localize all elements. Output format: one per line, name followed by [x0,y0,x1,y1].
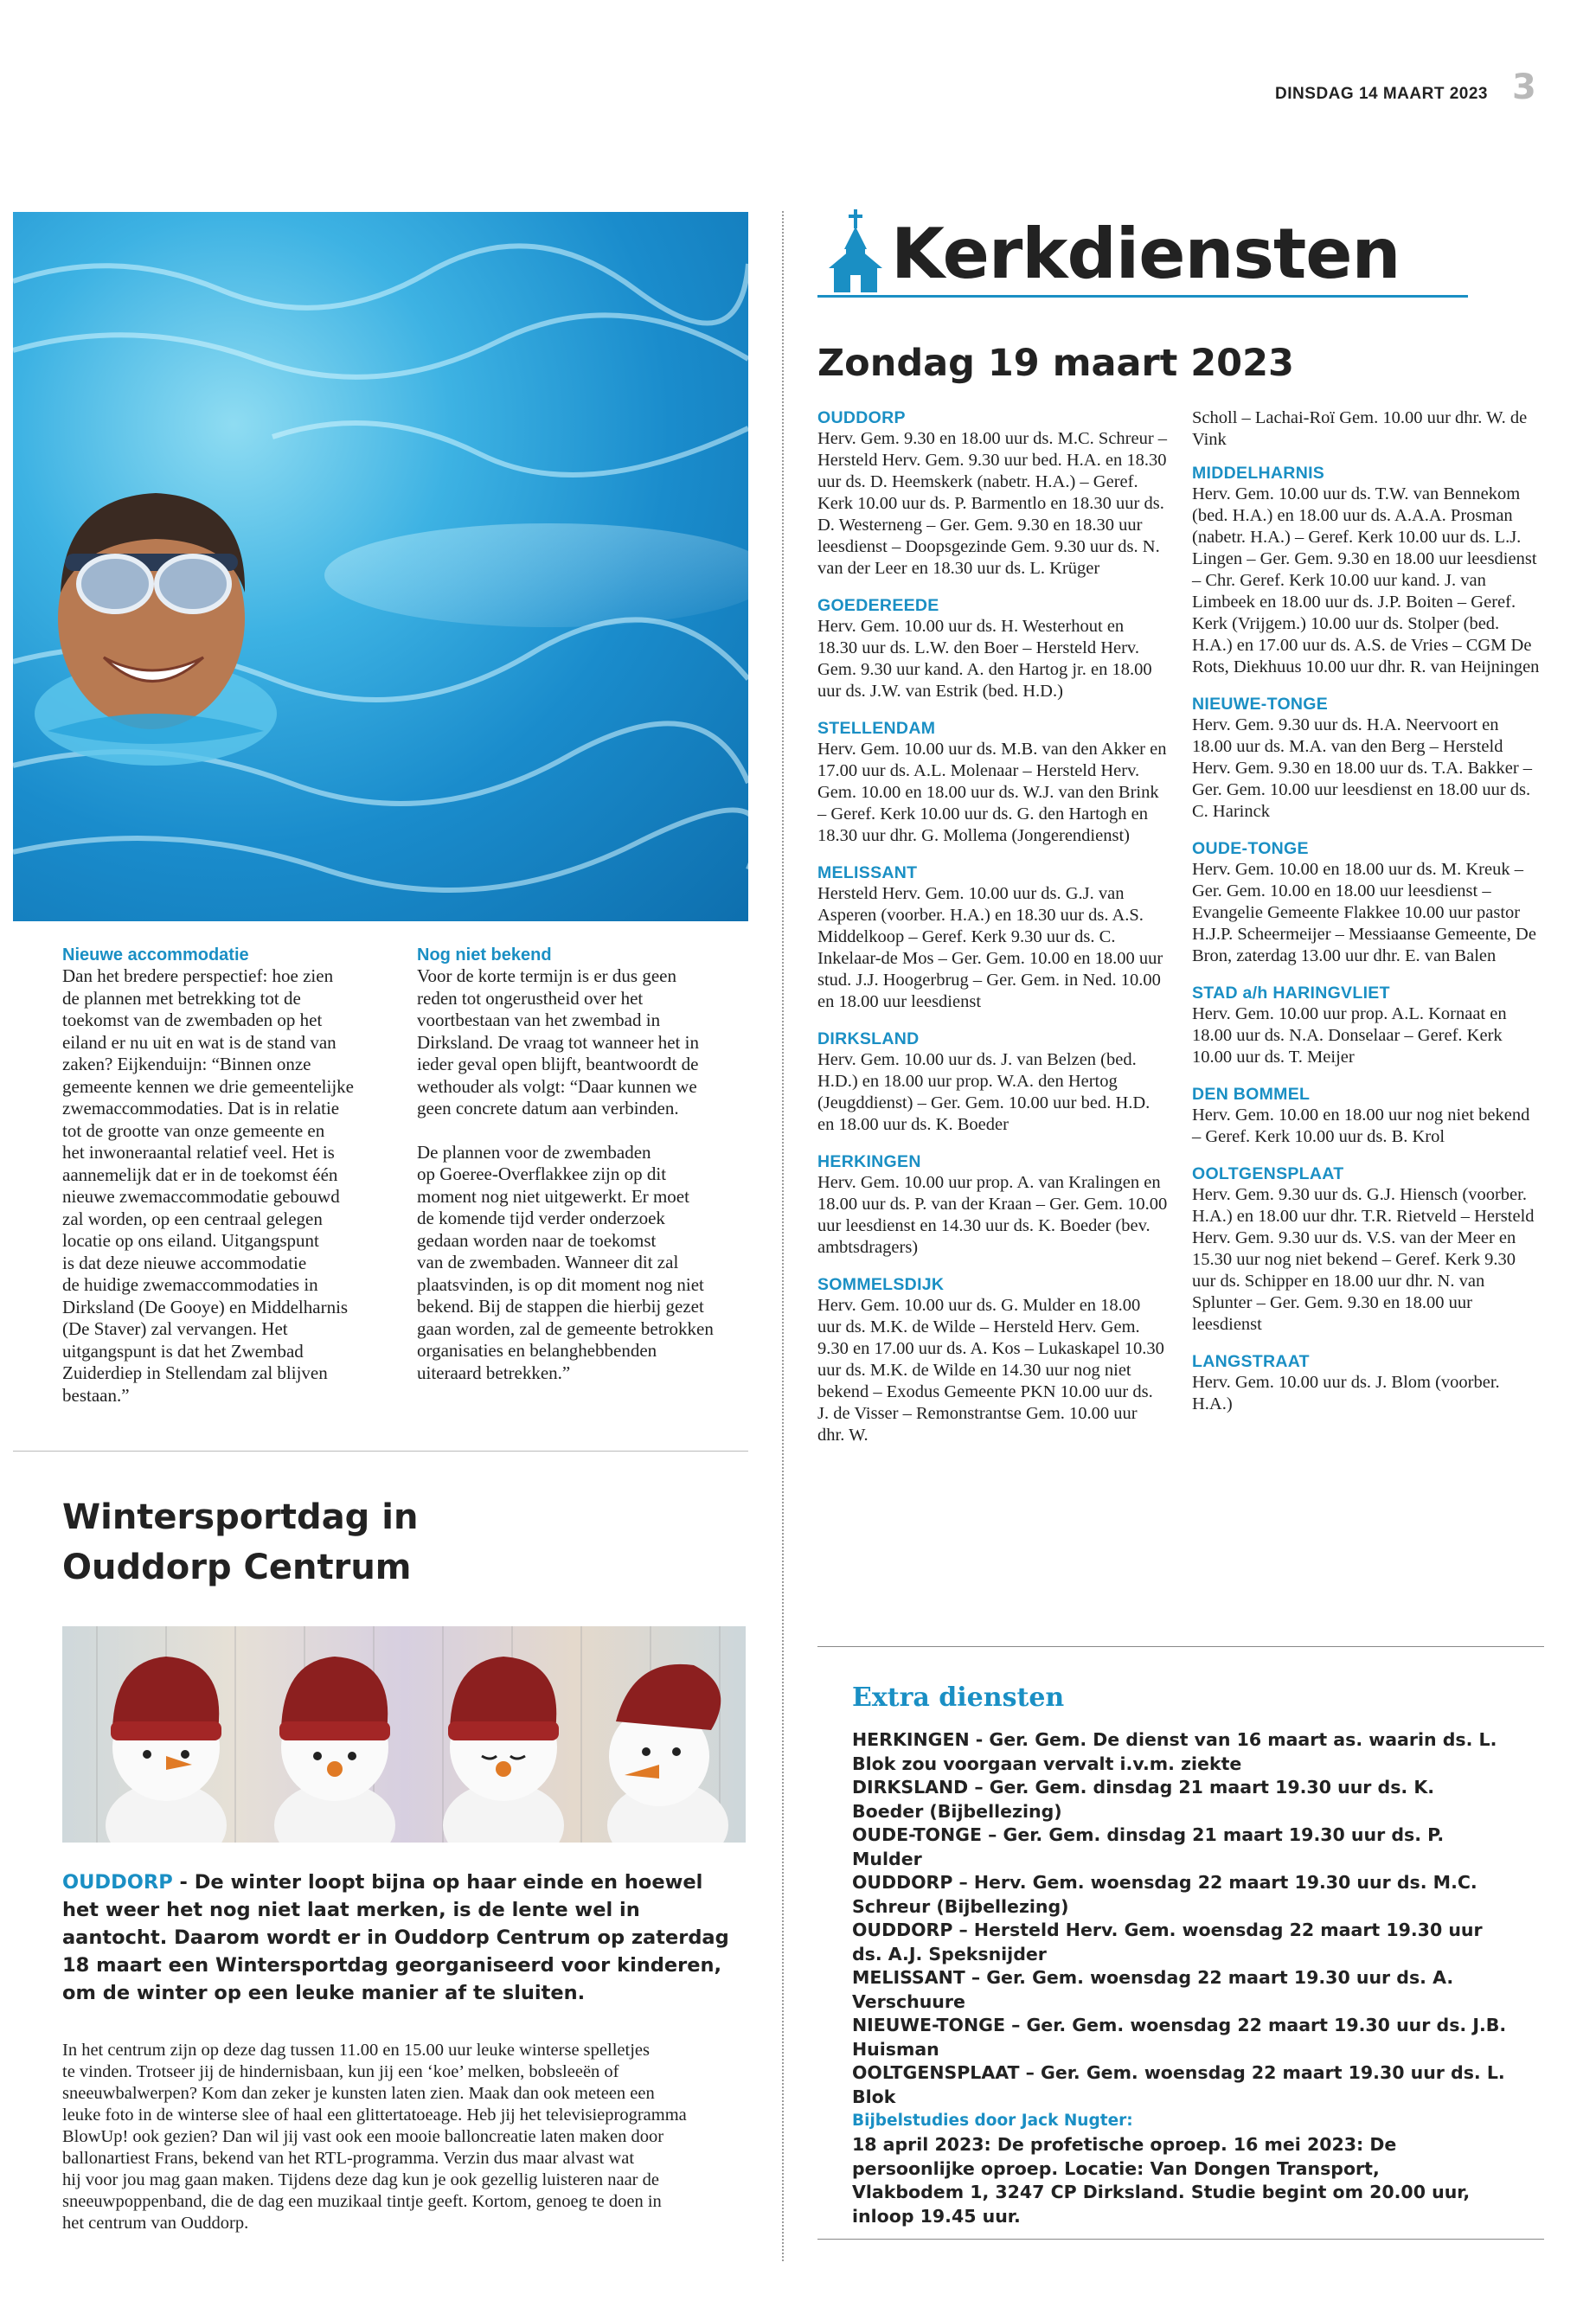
lead-place: OUDDORP [62,1871,173,1894]
subheading-new-accommodation: Nieuwe accommodatie [62,945,249,965]
place-herkingen: HERKINGEN [817,1152,921,1171]
paragraph-accommodation: Dan het bredere perspectief: hoe zien de plannen met betrekking tot de toekomst van de zwembaden op het eiland er nu uit en wat is de stand van zaken? Eijkenduijn: “Binnen onze gemeente kennen we drie gemeentelijke zwemaccommodaties. Dat is in relatie tot de grootte van onze gemeente en het inwoneraantal relatief veel. Het is aannemelijk dat er in de toekomst één nieuwe zwemaccommodatie gebouwd zal worden, op een centraal gelegen locatie op ons eiland. Uitgangspunt is dat deze nieuwe accommodatie de huidige zwemaccommodaties in Dirksland (De Gooye) en Middelharnis (De Staver) zal vervangen. Het uitgangspunt is dat het Zwembad Zuiderdiep in Stellendam zal blijven bestaan.” [62,965,355,1406]
services-sommelsdijk: Herv. Gem. 10.00 uur ds. G. Mulder en 18.00 uur ds. M.K. de Wilde – Hersteld Herv. Gem. 9.30 en 17.00 uur ds. A. Kos – Lukaskapel 10.30 uur ds. M.K. de Wilde en 14.30 uur nog niet bekend – Exodus Gemeente PKN 10.00 uur ds. J. de Visser – Remonstrantse Gem. 10.00 uur dhr. W. [817,1296,1164,1445]
services-column-2 [1192,407,1542,1431]
place-langstraat: LANGSTRAAT [1192,1352,1310,1371]
title-line-2: Ouddorp Centrum [62,1548,412,1587]
extra-service-item: OUDDORP – Herv. Gem. woensdag 22 maart 19.30 uur ds. M.C. Schreur (Bijbellezing) [852,1872,1477,1917]
paragraph-plans: De plannen voor de zwembaden op Goeree-Overflakkee zijn op dit moment nog niet uitgewerkt. Er moet de komende tijd verder onderzoek gedaan worden naar de toekomst van de zwembaden. Wanneer dit zal plaatsvinden, is op dit moment nog niet bekend. Bij de stappen die hierbij gezet gaan worden, zal de gemeente betrokken organisaties en belanghebbenden uiteraard betrekken.” [417,1141,714,1383]
bible-studies-heading: Bijbelstudies door Jack Nugter: [852,2112,1133,2130]
title-line-1: Wintersportdag in [62,1497,419,1537]
services-herkingen: Herv. Gem. 10.00 uur prop. A. van Kralingen en 18.00 uur ds. P. van der Kraan – Ger. Gem. 10.00 uur leesdienst en 14.30 uur ds. K. Boeder (bev. ambtsdragers) [817,1173,1168,1257]
child-swimming-photo [13,212,748,921]
extra-section-divider-bottom [817,2239,1544,2240]
services-goedereede: Herv. Gem. 10.00 uur ds. H. Westerhout en 18.30 uur ds. L.W. den Boer – Hersteld Herv. Gem. 9.30 uur kand. A. den Hartog jr. en 18.00 uur ds. J.W. van Estrik (bed. H.D.) [817,617,1152,701]
article-title-wintersportdag [62,1492,581,1593]
article-column-not-known [417,945,754,1384]
place-middelharnis: MIDDELHARNIS [1192,464,1325,483]
bible-studies-text: 18 april 2023: De profetische oproep. 16 mei 2023: De persoonlijke oproep. Locatie: Van Dongen Transport, Vlakbodem 1, 3247 CP Dirksland. Studie begint om 20.00 uur, inloop 19.45 uur. [852,2134,1471,2227]
snowman-2 [274,1657,395,1843]
snowman-1 [106,1657,227,1843]
article-column-accommodation [62,945,391,1407]
services-stellendam: Herv. Gem. 10.00 uur ds. M.B. van den Akker en 17.00 uur ds. A.L. Molenaar – Hersteld Herv. Gem. 10.00 en 18.00 uur ds. W.J. van den Brink – Geref. Kerk 10.00 uur ds. G. den Hartogh en 18.30 uur dhr. G. Mollema (Jongerendienst) [817,740,1167,845]
snowmen-illustration [62,1626,746,1843]
article-lead-wintersportdag [62,1868,746,2007]
extra-service-item: OOLTGENSPLAAT – Ger. Gem. woensdag 22 maart 19.30 uur ds. L. Blok [852,2062,1505,2107]
page-number: 3 [1512,67,1536,107]
services-dirksland: Herv. Gem. 10.00 uur ds. J. van Belzen (bed. H.D.) en 18.00 uur prop. W.A. den Hertog (Jeugddienst) – Ger. Gem. 10.00 uur bed. H.D. en 18.00 uur ds. K. Boeder [817,1050,1151,1134]
extra-service-item: DIRKSLAND – Ger. Gem. dinsdag 21 maart 19.30 uur ds. K. Boeder (Bijbellezing) [852,1777,1435,1822]
place-nieuwe-tonge: NIEUWE-TONGE [1192,695,1329,714]
place-sommelsdijk: SOMMELSDIJK [817,1275,945,1294]
article-body-wintersportdag: In het centrum zijn op deze dag tussen 11.00 en 15.00 uur leuke winterse spelletjes te vinden. Trotseer jij de hindernisbaan, kun jij een ‘koe’ melken, bobsleeën of sneeuwbalwerpen? Kom dan zeker je kunsten laten zien. Maak dan ook meteen een leuke foto in de winterse slee of haal een glittertatoeage. Heb jij het televisieprogramma BlowUp! ook gezien? Dan wil jij vast ook een mooie balloncreatie laten maken door ballonartiest Frans, bekend van het RTL-programma. Verzin dus maar alvast wat hij voor jou mag gaan maken. Tijdens deze dag kun je ook gezellig luisteren naar de sneeuwpoppenband, die de dag een muzikaal tintje geeft. Kortom, genoeg te doen in het centrum van Ouddorp. [62,2041,687,2233]
lead-text: - De winter loopt bijna op haar einde en hoewel het weer het nog niet laat merken, is de lente wel in aantocht. Daarom wordt er in Ouddorp Centrum op zaterdag 18 maart een Wintersportdag georganiseerd voor kinderen, om de winter op een leuke manier af te sluiten. [62,1871,729,2004]
services-sommelsdijk-continued: Scholl – Lachai-Roï Gem. 10.00 uur dhr. W. de Vink [1192,408,1528,449]
services-stad-aan-het-haringvliet: Herv. Gem. 10.00 uur prop. A.L. Kornaat en 18.00 uur ds. N.A. Donselaar – Geref. Kerk 10.00 uur ds. T. Meijer [1192,1004,1507,1067]
church-icon [829,208,882,294]
place-ooltgensplaat: OOLTGENSPLAAT [1192,1164,1344,1183]
column-divider [782,211,784,2261]
services-ooltgensplaat: Herv. Gem. 9.30 uur ds. G.J. Hiensch (voorber. H.A.) en 18.00 uur dhr. T.R. Rietveld – Hersteld Herv. Gem. 9.30 uur ds. V.S. van der Meer en 15.30 uur nog niet bekend – Geref. Kerk 9.30 uur ds. Schipper en 18.00 uur dhr. N. van Splunter – Ger. Gem. 9.30 en 18.00 uur leesdienst [1192,1185,1535,1334]
place-ouddorp: OUDDORP [817,408,906,427]
extra-service-item: MELISSANT – Ger. Gem. woensdag 22 maart 19.30 uur ds. A. Verschuure [852,1967,1454,2012]
extra-section-divider-top [817,1646,1544,1647]
extra-services-title: Extra diensten [852,1682,1065,1713]
extra-service-item: NIEUWE-TONGE – Ger. Gem. woensdag 22 maart 19.30 uur ds. J.B. Huisman [852,2015,1507,2060]
paragraph-short-term: Voor de korte termijn is er dus geen reden tot ongerustheid over het voortbestaan van het zwembad in Dirksland. De vraag tot wanneer het in ieder geval open blijft, beantwoordt de wethouder als volgt: “Daar kunnen we geen concrete datum aan verbinden. [417,965,699,1118]
section-divider [13,1451,748,1452]
sunday-date-heading: Zondag 19 maart 2023 [817,342,1294,385]
header-date: DINSDAG 14 MAART 2023 [1275,85,1488,103]
title-underline [817,295,1468,298]
services-oude-tonge: Herv. Gem. 10.00 en 18.00 uur ds. M. Kreuk – Ger. Gem. 10.00 en 18.00 uur leesdienst – Evangelie Gemeente Flakkee 10.00 uur pastor H.J.P. Scheermeijer – Messiaanse Gemeente, De Bron, zaterdag 13.00 uur dhr. E. van Balen [1192,860,1536,965]
services-ouddorp: Herv. Gem. 9.30 en 18.00 uur ds. M.C. Schreur – Hersteld Herv. Gem. 9.30 uur bed. H.A. en 18.30 uur ds. D. Heemskerk (nabetr. H.A.) – Geref. Kerk 10.00 uur ds. P. Barmentlo en 18.30 uur ds. D. Westerneng – Ger. Gem. 9.30 en 18.30 uur leesdienst – Doopsgezinde Gem. 9.30 uur ds. N. van der Leer en 18.30 uur ds. L. Krüger [817,429,1168,578]
section-title-kerkdiensten: Kerkdiensten [891,214,1401,294]
services-middelharnis: Herv. Gem. 10.00 uur ds. T.W. van Bennekom (bed. H.A.) en 18.00 uur ds. A.A.A. Prosman (nabetr. H.A.) – Geref. Kerk 10.00 uur ds. L.J. Lingen – Ger. Gem. 9.30 en 18.00 uur leesdienst – Chr. Geref. Kerk 10.00 uur kand. J. van Limbeek en 18.00 uur ds. J.P. Boiten – Geref. Kerk (Vrijgem.) 10.00 uur ds. Stolper (bed. H.A.) en 17.00 uur ds. A.S. de Vries – CGM De Rots, Diekhuus 10.00 uur dhr. R. van Heijningen [1192,484,1540,676]
extra-service-item: HERKINGEN - Ger. Gem. De dienst van 16 maart as. waarin ds. L. Blok zou voorgaan vervalt i.v.m. ziekte [852,1729,1497,1774]
extra-services-list [852,1728,1509,2109]
services-melissant: Hersteld Herv. Gem. 10.00 uur ds. G.J. van Asperen (voorber. H.A.) en 18.30 uur ds. A.S. Middelkoop – Geref. Kerk 9.30 uur ds. C. Inkelaar-de Mos – Ger. Gem. 10.00 en 18.00 uur stud. J.J. Hoogerbrug – Ger. Gem. in Ned. 10.00 en 18.00 uur leesdienst [817,884,1163,1011]
services-langstraat: Herv. Gem. 10.00 uur ds. J. Blom (voorber. H.A.) [1192,1373,1500,1413]
snowmen-photo [62,1626,746,1843]
services-nieuwe-tonge: Herv. Gem. 9.30 uur ds. H.A. Neervoort en 18.00 uur ds. M.A. van den Berg – Hersteld Herv. Gem. 9.30 en 18.00 uur ds. T.A. Bakker – Ger. Gem. 10.00 uur leesdienst en 18.00 uur ds. C. Harinck [1192,715,1533,821]
services-column-1 [817,407,1168,1462]
place-stad-aan-het-haringvliet: STAD a/h HARINGVLIET [1192,984,1390,1003]
services-den-bommel: Herv. Gem. 10.00 en 18.00 uur nog niet bekend – Geref. Kerk 10.00 uur ds. B. Krol [1192,1106,1530,1146]
place-melissant: MELISSANT [817,863,918,882]
extra-service-item: OUDE-TONGE – Ger. Gem. dinsdag 21 maart 19.30 uur ds. P. Mulder [852,1824,1445,1869]
place-dirksland: DIRKSLAND [817,1029,920,1048]
place-oude-tonge: OUDE-TONGE [1192,839,1309,858]
place-den-bommel: DEN BOMMEL [1192,1085,1311,1104]
place-goedereede: GOEDEREEDE [817,596,939,615]
snowman-3 [443,1657,564,1843]
snowman-4 [607,1664,728,1843]
place-stellendam: STELLENDAM [817,719,936,738]
subheading-not-yet-known: Nog niet bekend [417,945,552,965]
extra-service-item: OUDDORP – Hersteld Herv. Gem. woensdag 22 maart 19.30 uur ds. A.J. Speksnijder [852,1920,1483,1965]
swimming-illustration [13,212,748,921]
